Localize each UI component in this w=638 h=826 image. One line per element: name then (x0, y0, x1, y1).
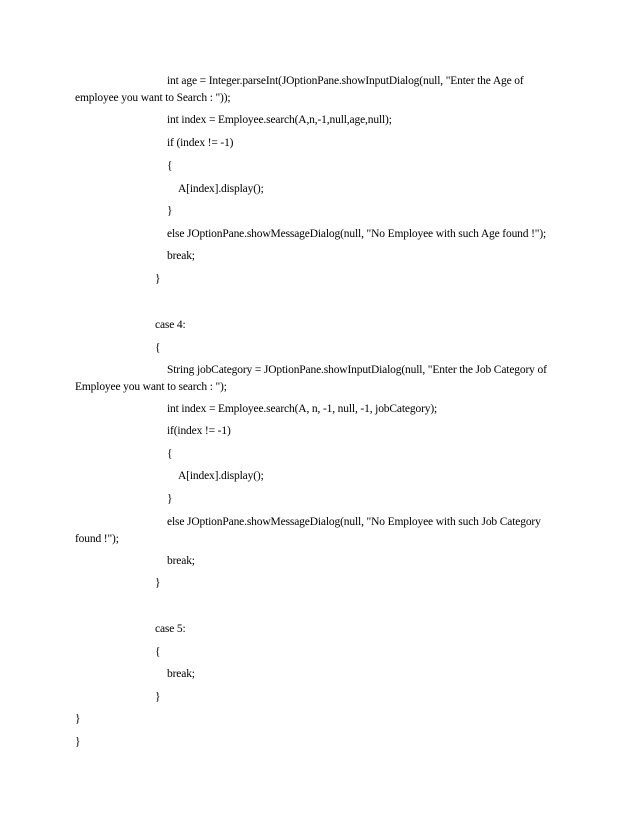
code-line: int index = Employee.search(A,n,-1,null,age,null); (167, 114, 392, 126)
code-line: Employee you want to search : "); (75, 381, 227, 393)
code-line: break; (167, 555, 195, 567)
code-line: { (167, 160, 173, 172)
code-line: } (155, 273, 161, 285)
code-line: break; (167, 250, 195, 262)
code-line: employee you want to Search : ")); (75, 92, 231, 104)
code-line: A[index].display(); (178, 470, 264, 482)
code-line: String jobCategory = JOptionPane.showInputDialog(null, "Enter the Job Category of (167, 364, 547, 376)
code-line: case 4: (155, 319, 186, 331)
code-line: } (155, 691, 161, 703)
code-line: { (155, 646, 161, 658)
code-line: else JOptionPane.showMessageDialog(null, "No Employee with such Age found !"); (167, 228, 547, 240)
code-line: { (167, 448, 173, 460)
code-line: int index = Employee.search(A, n, -1, null, -1, jobCategory); (167, 403, 438, 415)
code-line: if (index != -1) (167, 137, 234, 149)
code-line: } (155, 577, 161, 589)
code-line: } (75, 736, 81, 748)
code-line: else JOptionPane.showMessageDialog(null, "No Employee with such Job Category (167, 516, 541, 528)
code-line: case 5: (155, 623, 186, 635)
code-line: if(index != -1) (167, 425, 231, 437)
code-line: } (167, 205, 173, 217)
code-line: break; (167, 668, 195, 680)
code-line: { (155, 342, 161, 354)
code-line: } (167, 493, 173, 505)
code-line: } (75, 713, 81, 725)
code-line: int age = Integer.parseInt(JOptionPane.showInputDialog(null, "Enter the Age of (167, 75, 524, 87)
code-line: A[index].display(); (178, 183, 264, 195)
code-line: found !"); (75, 533, 119, 545)
